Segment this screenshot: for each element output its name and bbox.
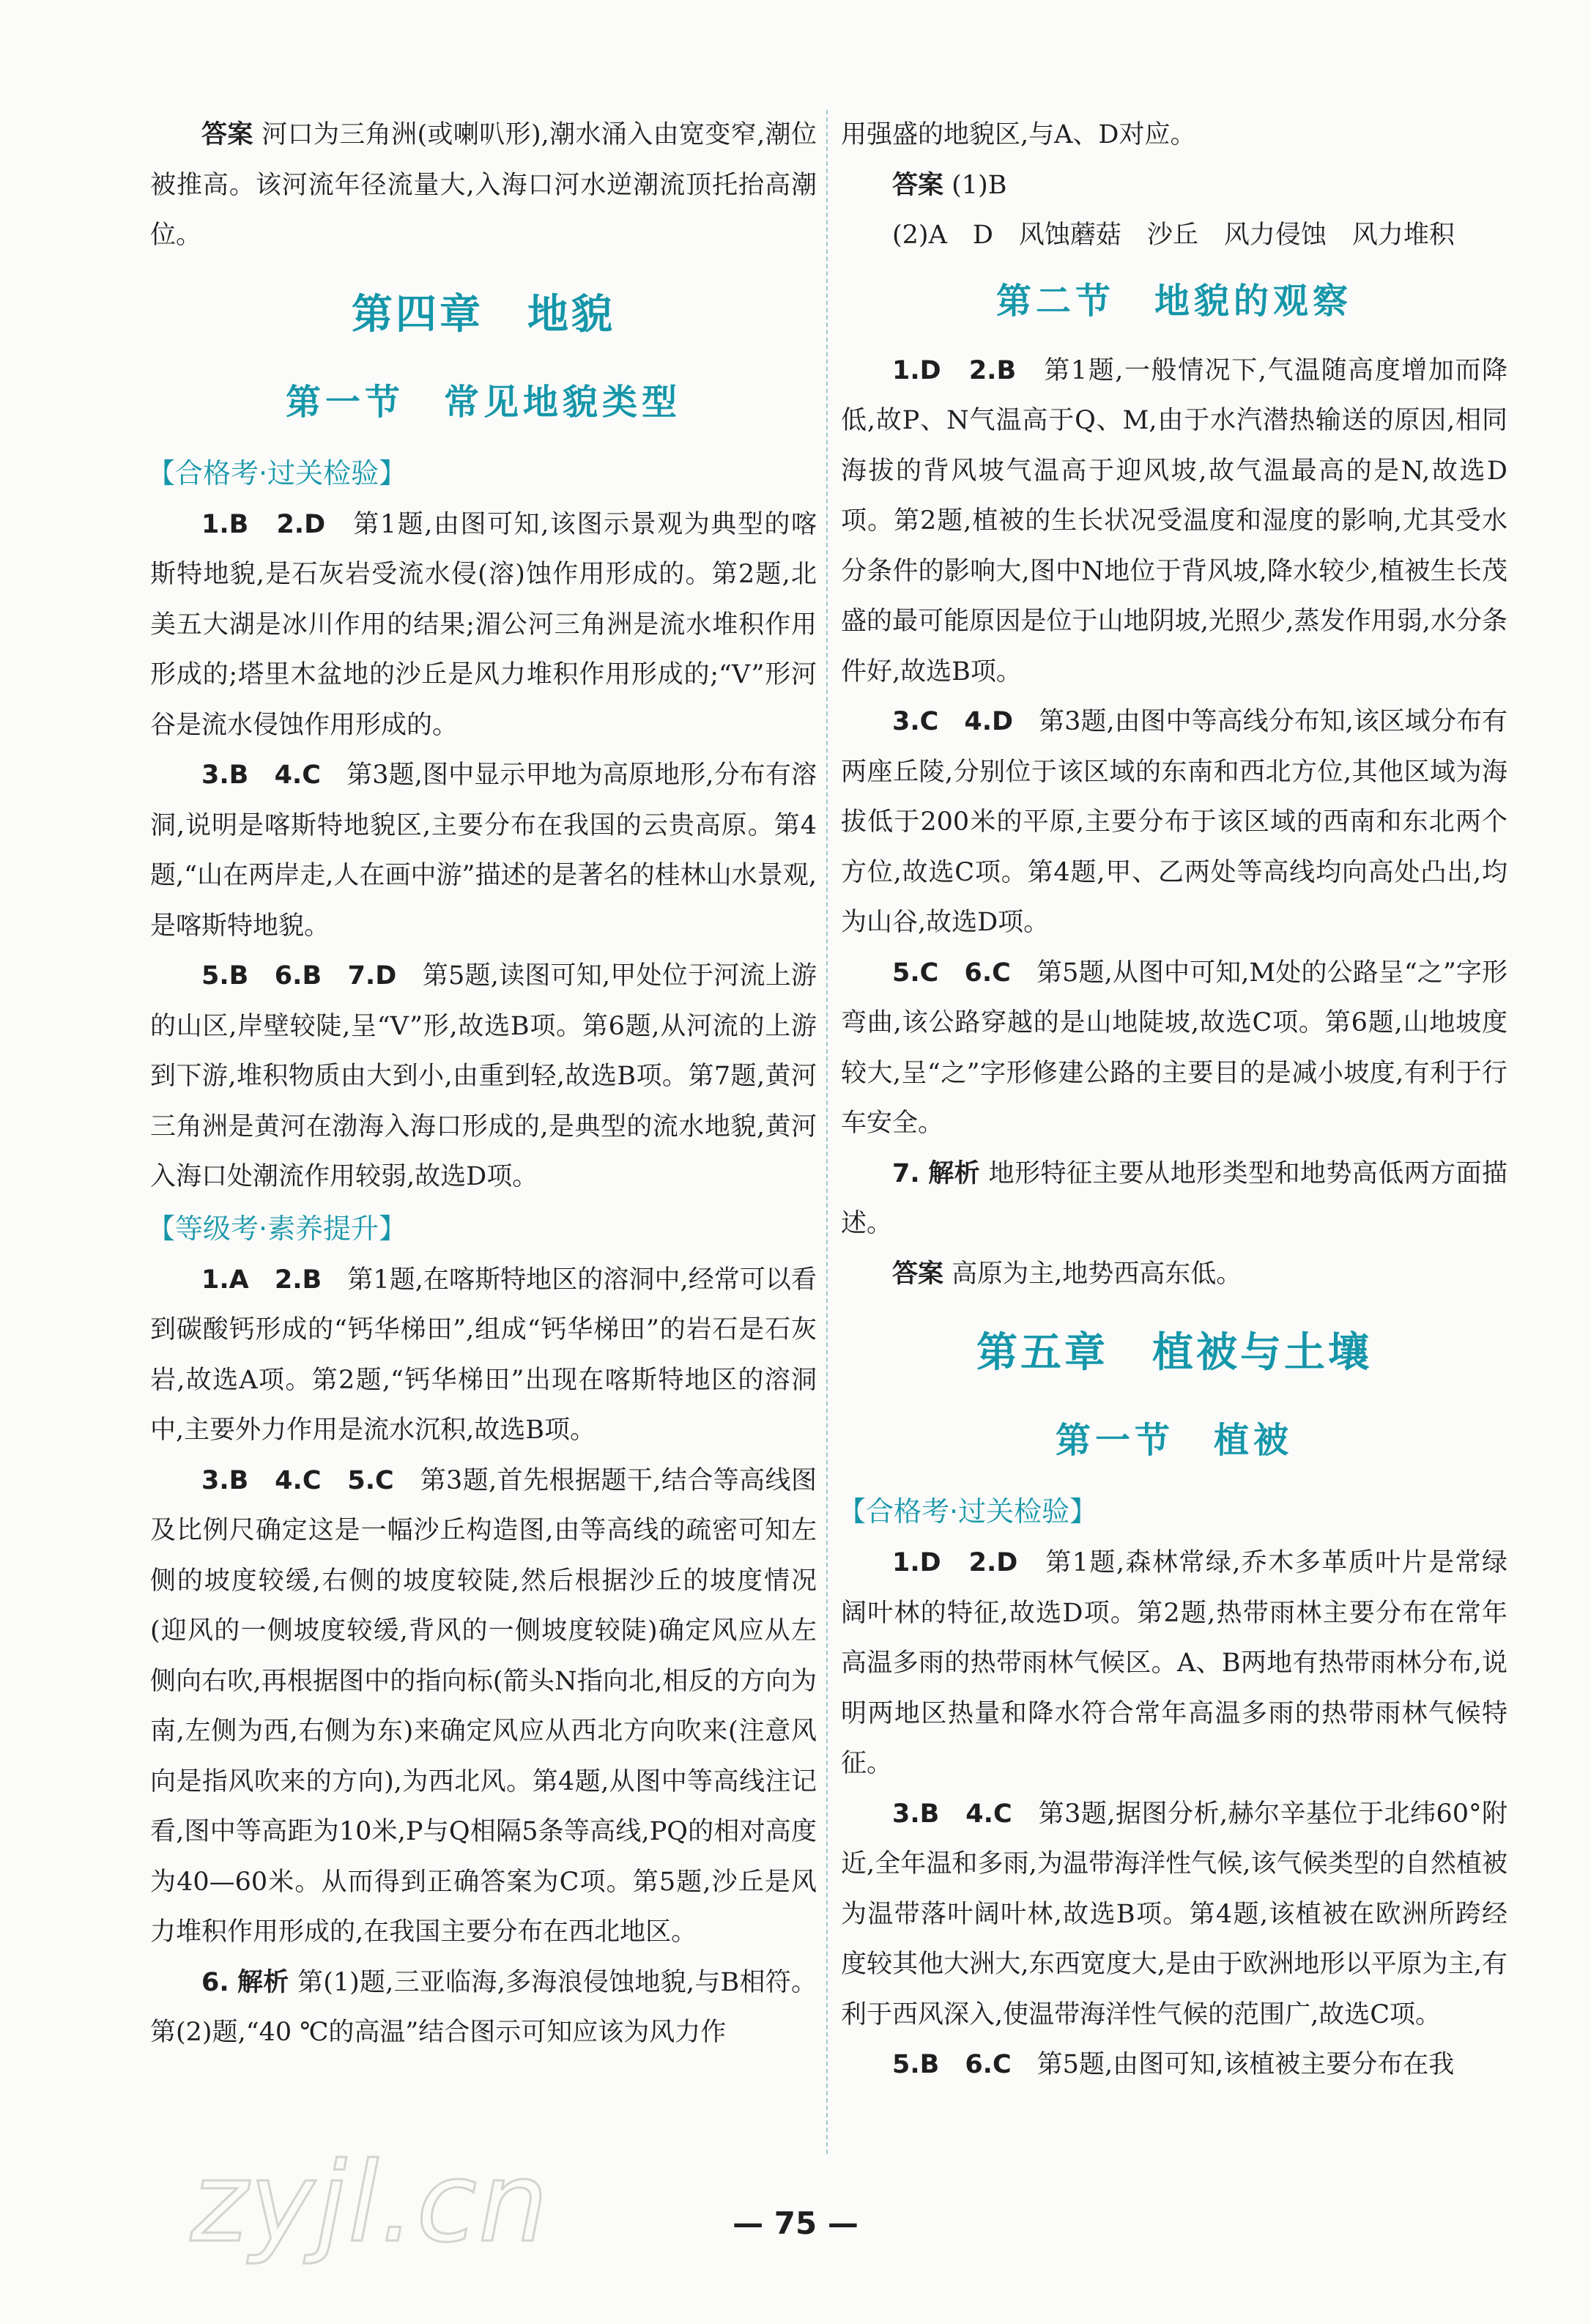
analysis-label: 解析 [237,1967,289,1997]
question-numbers: 3.B 4.C 5.C [201,1465,394,1495]
solution-paragraph [150,1456,817,1958]
analysis-label: 解析 [928,1158,981,1188]
solution-paragraph [150,750,817,951]
solution-paragraph [150,951,817,1202]
question-numbers: 3.B 4.C [201,761,321,790]
question-numbers: 1.A 2.B [201,1265,322,1295]
answer-paragraph [841,1249,1507,1300]
solution-text: 第1题,森林常绿,乔木多革质叶片是常绿阔叶林的特征,故选D项。第2题,热带雨林主要分布在常年高温多雨的热带雨林气候区。A、B两地有热带雨林分布,说明两地区热量和降水符合常年高温多雨的热带雨林气候特征。 [841,1548,1507,1778]
answer-paragraph [150,110,817,261]
left-column [147,110,817,2058]
watermark-logo: zyjl.cn [190,2139,550,2267]
exercise-heading: 【合格考·过关检验】 [838,1495,1098,1528]
answer-label: 答案 [892,1259,944,1289]
question-numbers: 7. [892,1158,920,1188]
solution-text: 第3题,首先根据题干,结合等高线图及比例尺确定这是一幅沙丘构造图,由等高线的疏密可知左侧的坡度较缓,右侧的坡度较陡,然后根据沙丘的坡度情况(迎风的一侧坡度较缓,背风的一侧坡度较陡)确定风应从左侧向右吹,再根据图中的指向标(箭头N指向北,相反的方向为南,左侧为西,右侧为东)来确定风应从西北方向吹来(注意风向是指风吹来的方向),为西北风。第4题,从图中等高线注记看,图中等高距为10米,P与Q相隔5条等高线,PQ的相对高度为40—60米。从而得到正确答案为C项。第5题,沙丘是风力堆积作用形成的,在我国主要分布在西北地区。 [150,1465,817,1947]
solution-text: 第1题,由图可知,该图示景观为典型的喀斯特地貌,是石灰岩受流水侵(溶)蚀作用形成的。第2题,北美五大湖是冰川作用的结果;湄公河三角洲是流水堆积作用形成的;塔里木盆地的沙丘是风力堆积作用形成的;“V”形河谷是流水侵蚀作用形成的。 [150,509,817,740]
solution-text: 第1题,一般情况下,气温随高度增加而降低,故P、N气温高于Q、M,由于水汽潜热输送的原因,相同海拔的背风坡气温高于迎风坡,故气温最高的是N,故选D项。第2题,植被的生长状况受温度和湿度的影响,尤其受水分条件的影响大,图中N地位于背风坡,降水较少,植被生长茂盛的最可能原因是位于山地阴坡,光照少,蒸发作用弱,水分条件好,故选B项。 [841,355,1507,687]
solution-text: 第5题,从图中可知,M处的公路呈“之”字形弯曲,该公路穿越的是山地陡坡,故选C项。第6题,山地坡度较大,呈“之”字形修建公路的主要目的是减小坡度,有利于行车安全。 [841,958,1507,1138]
column-divider [826,110,828,2154]
solution-text: 第(1)题,三亚临海,多海浪侵蚀地貌,与B相符。第(2)题,“40 ℃的高温”结合图示可知应该为风力作 [150,1967,817,2047]
solution-text: 第1题,在喀斯特地区的溶洞中,经常可以看到碳酸钙形成的“钙华梯田”,组成“钙华梯田”的岩石是石灰岩,故选A项。第2题,“钙华梯田”出现在喀斯特地区的溶洞中,主要外力作用是流水沉积,故选B项。 [150,1265,817,1445]
solution-text: 第3题,由图中等高线分布知,该区域分布有两座丘陵,分别位于该区域的东南和西北方位,其他区域为海拔低于200米的平原,主要分布于该区域的西南和东北两个方位,故选C项。第4题,甲、乙两处等高线均向高处凸出,均为山谷,故选D项。 [841,707,1507,937]
question-numbers: 5.B 6.C [892,2050,1012,2079]
answer-text: 高原为主,地势西高东低。 [952,1259,1242,1289]
question-numbers: 6. [201,1967,229,1997]
solution-text: 第3题,据图分析,赫尔辛基位于北纬60°附近,全年温和多雨,为温带海洋性气候,该气候类型的自然植被为温带落叶阔叶林,故选B项。第4题,该植被在欧洲所跨经度较其他大洲大,东西宽度大,是由于欧洲地形以平原为主,有利于西风深入,使温带海洋性气候的范围广,故选C项。 [841,1799,1507,2029]
question-numbers: 3.B 4.C [892,1799,1012,1829]
question-numbers: 1.B 2.D [201,509,326,539]
exercise-heading: 【等级考·素养提升】 [147,1212,407,1245]
solution-paragraph [150,500,817,751]
answer-label: 答案 [201,120,253,149]
solution-paragraph [841,697,1507,948]
right-column [838,110,1507,2090]
chapter-title: 第五章 植被与土壤 [976,1328,1372,1377]
solution-text: 第5题,由图可知,该植被主要分布在我 [1011,2050,1455,2079]
section-title: 第一节 植被 [1055,1420,1293,1461]
question-numbers: 1.D 2.B [892,355,1017,385]
solution-text: 地形特征主要从地形类型和地势高低两方面描述。 [841,1158,1507,1238]
section-title: 第一节 常见地貌类型 [285,381,681,423]
question-numbers: 3.C 4.D [892,707,1014,736]
question-numbers: 5.B 6.B 7.D [201,961,397,991]
solution-text: 第3题,图中显示甲地为高原地形,分布有溶洞,说明是喀斯特地貌区,主要分布在我国的云贵高原。第4题,“山在两岸走,人在画中游”描述的是著名的桂林山水景观,是喀斯特地貌。 [150,761,817,941]
solution-paragraph [150,1255,817,1456]
solution-paragraph [841,1538,1507,1789]
solution-paragraph [841,2040,1507,2090]
question-numbers: 5.C 6.C [892,958,1011,988]
answer-label: 答案 [892,170,944,200]
continued-text: 用强盛的地貌区,与A、D对应。 [841,120,1196,149]
solution-text: 第5题,读图可知,甲处位于河流上游的山区,岸壁较陡,呈“V”形,故选B项。第6题,从河流的上游到下游,堆积物质由大到小,由重到轻,故选B项。第7题,黄河三角洲是黄河在渤海入海口形成的,是典型的流水地貌,黄河入海口处潮流作用较弱,故选D项。 [150,961,817,1191]
solution-paragraph [841,948,1507,1149]
answer-text: 河口为三角洲(或喇叭形),潮水涌入由宽变窄,潮位被推高。该河流年径流量大,入海口河水逆潮流顶托抬高潮位。 [150,120,817,250]
solution-paragraph [841,1149,1507,1249]
answer-paragraph: (2)A D 风蚀蘑菇 沙丘 风力侵蚀 风力堆积 [892,221,1455,250]
page-number: — 75 — [733,2205,858,2241]
chapter-title: 第四章 地貌 [352,289,615,338]
section-title: 第二节 地貌的观察 [995,280,1352,322]
answer-paragraph [841,160,1507,211]
question-numbers: 1.D 2.D [892,1548,1018,1577]
exercise-heading: 【合格考·过关检验】 [147,456,407,489]
solution-paragraph [841,346,1507,697]
solution-paragraph [841,1789,1507,2040]
solution-paragraph [150,1958,817,2058]
answer-text: (1)B [952,170,1007,200]
